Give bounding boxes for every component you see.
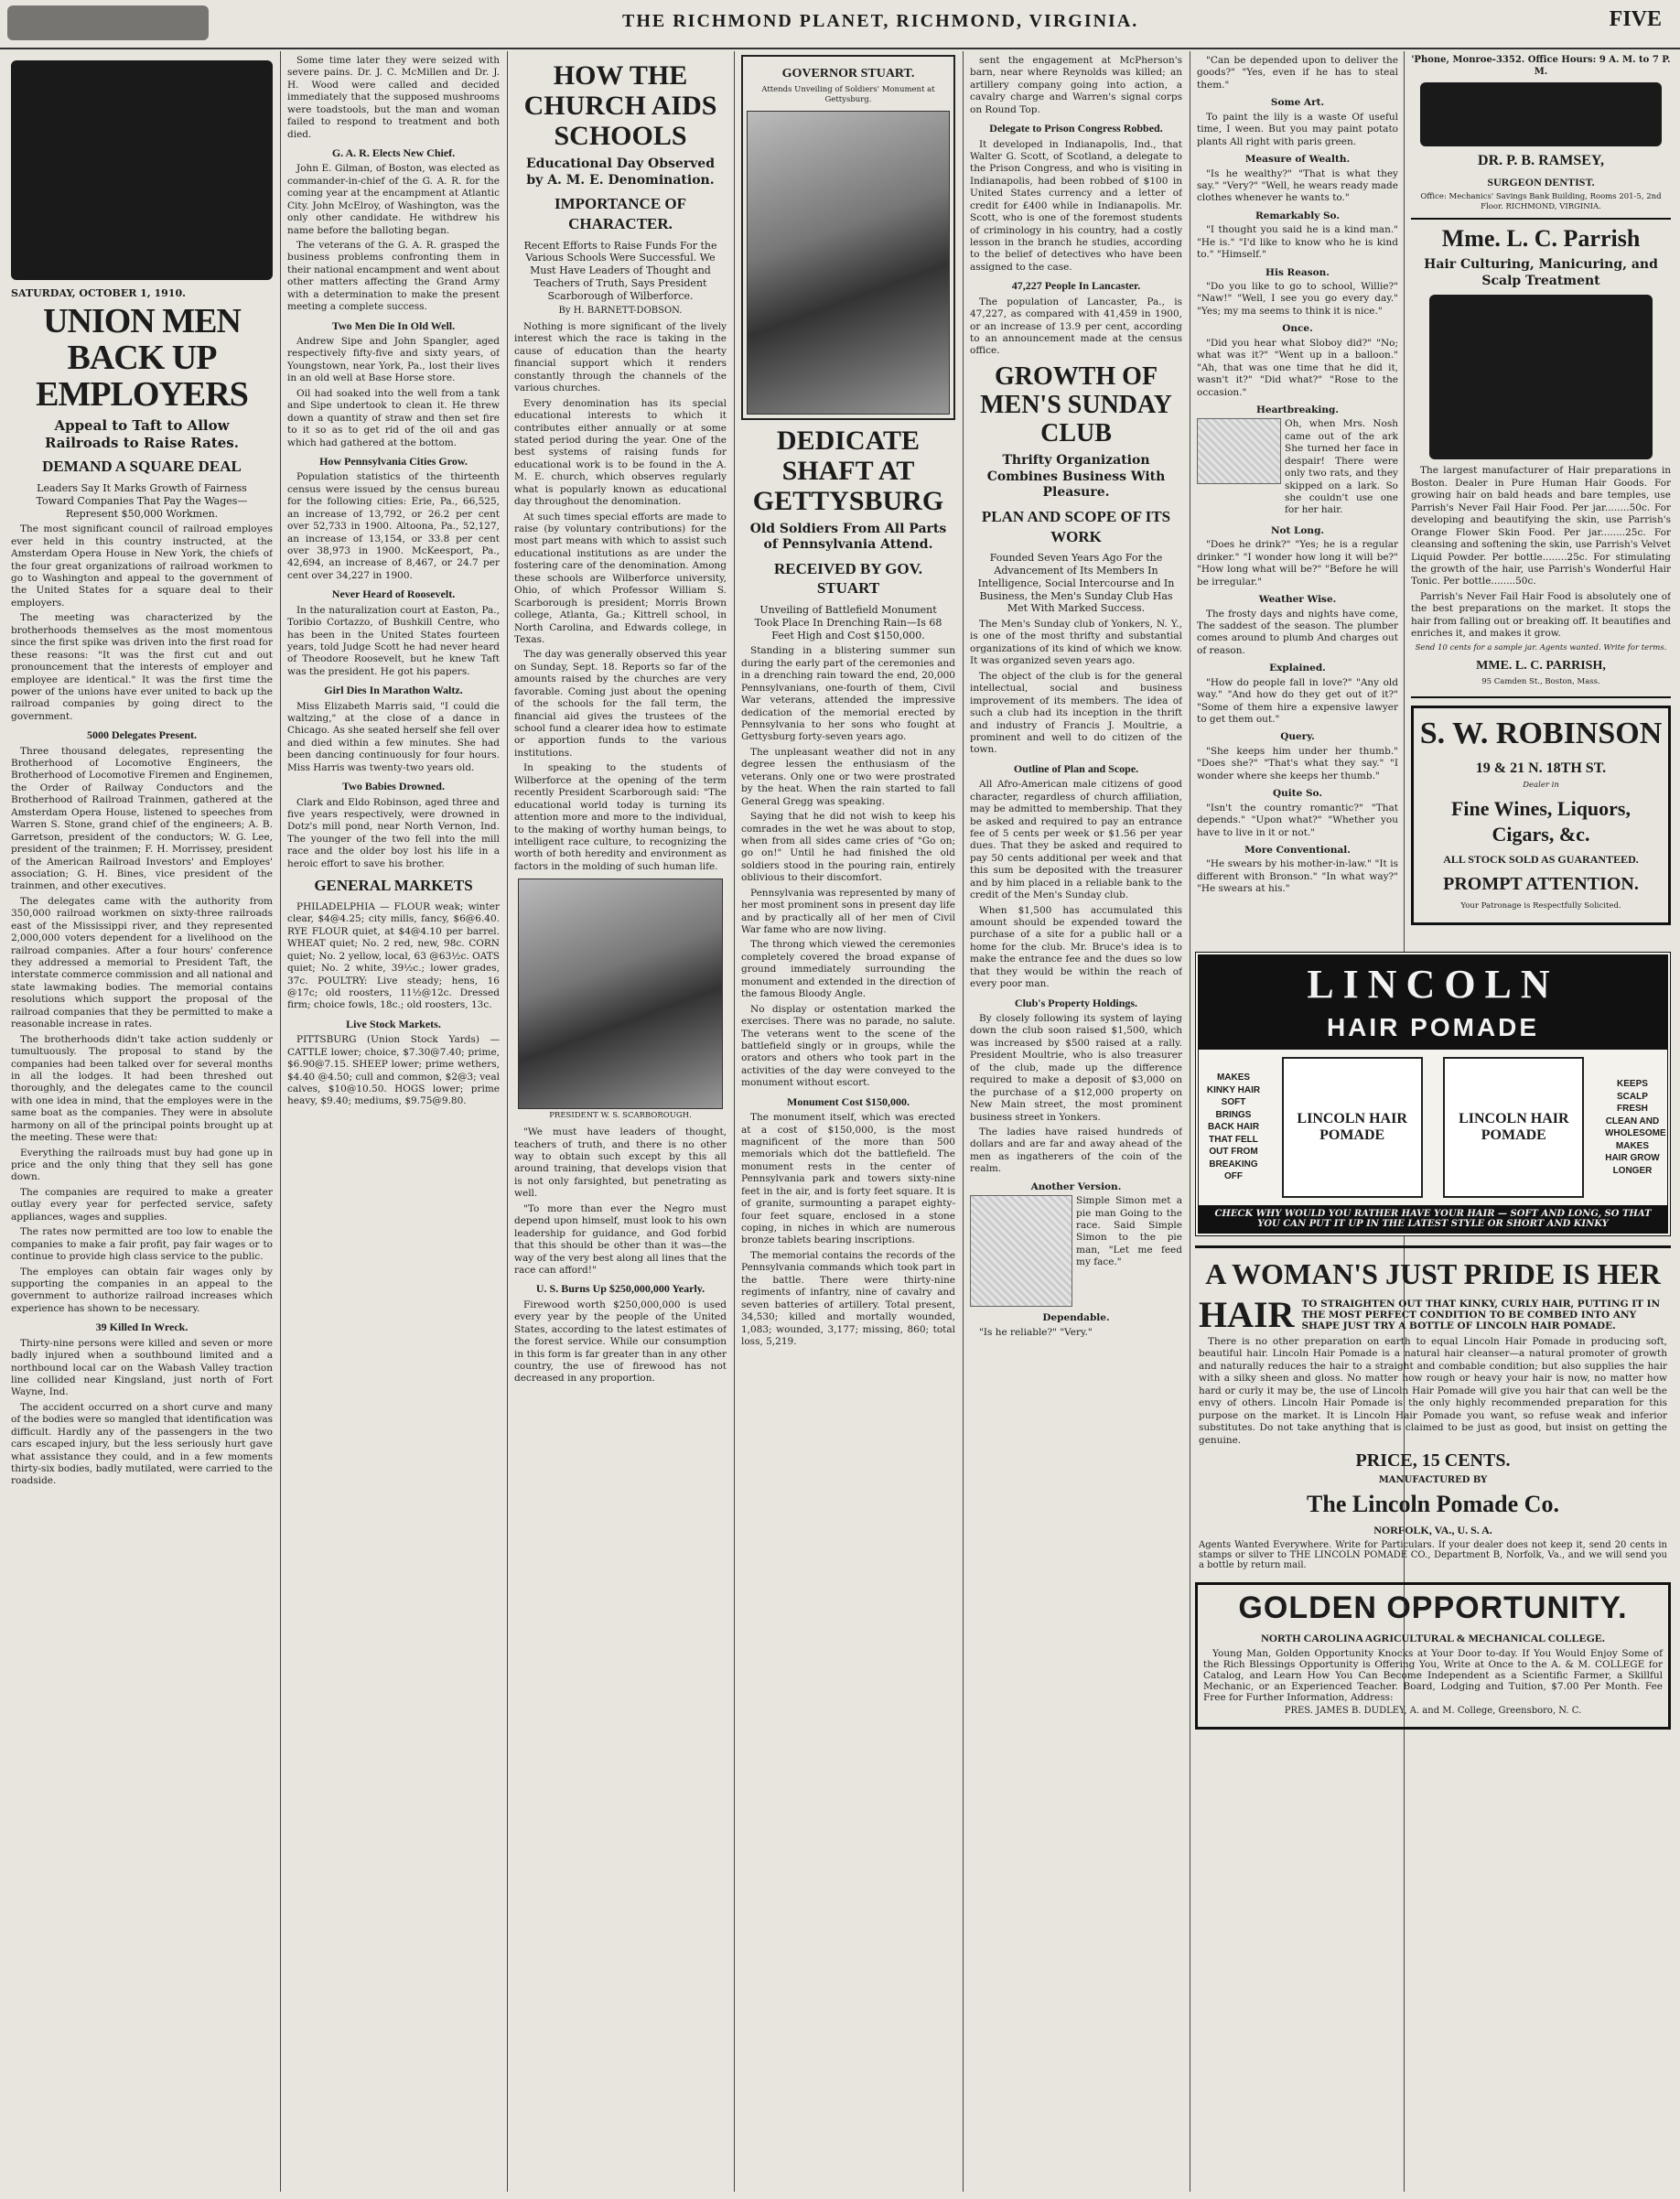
article-paragraph: In the naturalization court at Easton, Pa., Toribio Cortazzo, of Bushkill Centre, who has been in the United States fourteen years, told Judge Scott he had never heard of Theodore Roosevelt, but he knew Taft was the president. He got his papers. (287, 604, 500, 677)
lincoln-pomade-ad (1195, 943, 1671, 1730)
column-rule (280, 51, 281, 2192)
ad-text: There is no other preparation on earth to equal Lincoln Hair Pomade in producing soft, beautiful hair. Lincoln Hair Pomade is a natural hair cleanser—a natural promoter of growth and naturally reduces the hair to a straight and combable condition; but also supplies the hair with a silky sheen and gloss. No matter how rough or heavy your hair is now, no matter how hard or curly it may be, the use of Lincoln Hair Pomade will give you hair that can well be the envy of others. Lincoln Hair Pomade is the only highly recommended preparation for this purpose on the market. It is Lincoln Hair Pomade you want, so refuse weak and inferior substitutes. Do not take anything that is claimed to be just as good, but insist on getting the genuine. (1199, 1336, 1667, 1446)
masthead (0, 0, 1680, 49)
subhead: How Pennsylvania Cities Grow. (319, 454, 468, 468)
robinson-goods: Fine Wines, Liquors, Cigars, &c. (1450, 797, 1631, 846)
robinson-address: 19 & 21 N. 18TH ST. (1475, 760, 1607, 776)
subhead: Two Men Die In Old Well. (331, 318, 456, 332)
ad-text: Parrish's Never Fail Hair Food is absolutely one of the best preparations on the market. It stops the hair from falling out or breaking off. It beautifies and enriches it, and makes it grow. (1411, 590, 1671, 640)
poem-line: Simple Simon met a pie man Going to the race. Said Simple Simon to the pie man, "Let me feed my face." (1076, 1195, 1182, 1268)
lincoln-tagline: CHECK WHY WOULD YOU RATHER HAVE YOUR HAIR — SOFT AND LONG, SO THAT YOU CAN PUT IT UP IN THE LATEST STYLE OR SHORT AND KINKY (1199, 1205, 1667, 1233)
deck: Thrifty Organization Combines Business With Pleasure. (986, 453, 1166, 501)
article-paragraph: sent the engagement at McPherson's barn, near where Reynolds was killed; an artillery company going into action, a cavalry charge and Warren's signal corps on Round Top. (970, 55, 1182, 115)
subhead: 47,227 People In Lancaster. (1011, 279, 1141, 293)
joke-text: "Do you like to go to school, Willie?" "Naw!" "Well, I see you go every day." "Yes; my ma seems to think it is nice." (1197, 281, 1398, 317)
subhead: IMPORTANCE OF CHARACTER. (554, 195, 687, 232)
joke-text: "Can be depended upon to deliver the goods?" "Yes, even if he has to steal them." (1197, 55, 1398, 91)
article-paragraph: Clark and Eldo Robinson, aged three and five years respectively, were drowned in Dotz's mill pond, near North Vernon, Ind. The younger of the two fell into the mill race and the older boy lost his life in a heroic effort to save his brother. (287, 796, 500, 869)
article-paragraph: John E. Gilman, of Boston, was elected as commander-in-chief of the G. A. R. for the coming year at the encampment at Atlantic City. John McElroy, of Washington, was the only other candidate. He withdrew his name before the balloting began. (287, 163, 500, 236)
parrish-name: Mme. L. C. Parrish (1441, 225, 1641, 253)
joke-title: Remarkably So. (1255, 210, 1341, 221)
deck: Leaders Say It Marks Growth of Fairness Toward Companies That Pay the Wages—Represent $50,000 Workmen. (36, 482, 248, 520)
article-paragraph: The day was generally observed this year on Sunday, Sept. 18. Reports so far of the amounts raised by the churches are very favorable. Coming just about the opening of the schools for the fall term, the financial aid gives the trustees of the school fund a clearer idea how to estimate or apportion funds to the various institutions. (514, 649, 727, 759)
golden-opportunity-ad (1195, 1582, 1671, 1730)
subhead: Live Stock Markets. (346, 1017, 441, 1030)
parrish-sub: Hair Culturing, Manicuring, and Scalp Treatment (1424, 257, 1658, 288)
joke-text: "Does he drink?" "Yes; he is a regular drinker." "I wonder how long it will be?" "How long what will be?" "Before he will be irregular." (1197, 539, 1398, 587)
ad-text: Young Man, Golden Opportunity Knocks at Your Door to-day. If You Would Enjoy Some of the Rich Blessings Opportunity is Offering You, Write at Once to the A. & M. COLLEGE for Catalog, and Learn How You Can Become Independent as a Scientific Farmer, a Skillful Mechanic, or an Experienced Teacher. Board, Lodging and Tuition, $7.00 Per Month. Fee Free for Further Information, Address: (1203, 1647, 1663, 1703)
headline-church-schools: HOW THE CHURCH AIDS SCHOOLS (523, 60, 717, 151)
article-paragraph: All Afro-American male citizens of good character, regardless of church affiliation, may be admitted to membership. That they be asked and required to pay an entrance fee of 5 cents per week or $1.56 per year dues. That they be asked and required to pay 50 cents additional per week and that this sum be deposited with the treasurer and by him placed in a reliable bank to the credit of the Men's Sunday club. (970, 779, 1182, 901)
lincoln-right-words: KEEPS SCALP FRESH CLEAN AND WHOLESOME MAKES HAIR GROW LONGER (1604, 1079, 1666, 1176)
column-1 (11, 55, 273, 2190)
college-signature: PRES. JAMES B. DUDLEY, A. and M. College, Greensboro, N. C. (1284, 1705, 1582, 1716)
market-report: PITTSBURG (Union Stock Yards) — CATTLE lower; choice, $7.30@7.40; prime, $6.90@7.15. SHEEP lower; prime wethers, $4.40 @4.50; cull and common, $2@3; veal calves, $10@10.50. HOGS lower; prime heavy, $9.40; mediums, $9.75@9.80. (287, 1034, 500, 1107)
article-paragraph: Standing in a blistering summer sun during the early part of the ceremonies and in a drenching rain toward the end, 20,000 Pennsylvanians, one-fourth of them, Civil War veterans, attended the impressive dedication of the memorial erected by Pennsylvania to her sons who fought at Gettysburg forty-seven years ago. (741, 645, 955, 743)
masthead-title: THE RICHMOND PLANET, RICHMOND, VIRGINIA. (622, 11, 1139, 31)
article-paragraph: The ladies have raised hundreds of dollars and are far and away ahead of the men as ingatherers of the coin of the realm. (970, 1126, 1182, 1175)
joke-title: More Conventional. (1244, 844, 1351, 856)
article-paragraph: Firewood worth $250,000,000 is used every year by the people of the United States, according to the latest estimates of the forest service. While our consumption in this form is far greater than in any other country, the use of firewood has not decreased in any proportion. (514, 1299, 727, 1385)
joke-text: "He swears by his mother-in-law." "It is different with Bronson." "In what way?" "He swears at his." (1197, 858, 1398, 895)
deck: Old Soldiers From All Parts of Pennsylvania Attend. (749, 521, 947, 553)
article-paragraph: The rates now permitted are too low to enable the companies to make a fair profit, pay fair wages or to continue to provide high class service to the public. (11, 1226, 273, 1263)
lincoln-copy (1195, 1245, 1671, 1575)
general-markets-heading: GENERAL MARKETS (314, 877, 473, 895)
joke-title: Weather Wise. (1258, 594, 1337, 606)
article-paragraph: Some time later they were seized with severe pains. Dr. J. C. McMillen and Dr. J. H. Wood were called and decided immediately that the supposed mushrooms were toadstools, but the man and woman failed to respond to treatment and both died. (287, 55, 500, 140)
article-paragraph: The memorial contains the records of the Pennsylvania commands which took part in the battle. There were thirty-nine regiments of infantry, nine of cavalry and seven batteries of artillery. Total present, 34,530; killed and mortally wounded, 1,083; wounded, 3,177; missing, 860; total loss, 5,219. (741, 1249, 955, 1347)
article-paragraph: Population statistics of the thirteenth census were issued by the census bureau for the following cities: Erie, Pa., 66,525, an increase of 13,792, or 26.2 per cent over 52,733 in 1900. Altoona, Pa., 52,127, an increase of 13,154, or 33.8 per cent over 38,973 in 1900. McKeesport, Pa., 42,694, an increase of 8,467, or 24.7 per cent over 34,227 in 1900. (287, 471, 500, 581)
column-6 (1197, 55, 1398, 933)
joke-text: "Is he wealthy?" "That is what they say." "Very?" "Well, he wears ready made clothes whenever he wants to." (1197, 167, 1398, 204)
joke-title: His Reason. (1265, 266, 1330, 278)
article-paragraph: By closely following its system of laying down the club soon raised $1,500, which was increased by $500 raised at a rally. President Moultrie, who is also treasurer of the club, made up the difference required to make a deposit of $3,000 on the purchase of a $12,000 property on New Main street, the most prominent business street in Yonkers. (970, 1013, 1182, 1123)
article-paragraph: Every denomination has its special educational interests to which it contributes either annually or at some stated period during the year. One of the best systems of raising funds for educational work is to be found in the A. M. E. church, which observes regularly what is popularly known as educational day throughout the denomination. (514, 397, 727, 508)
joke-title: Measure of Wealth. (1244, 154, 1351, 166)
company-city: NORFOLK, VA., U. S. A. (1373, 1523, 1492, 1536)
joke-text: "Did you hear what Sloboy did?" "No; what was it?" "Went up in a balloon." "Ah, that was one time that he did it, wasn't it?" "Did what?" "Rose to the occasion." (1197, 337, 1398, 398)
headline-sunday-club: GROWTH OF MEN'S SUNDAY CLUB (980, 361, 1172, 447)
article-paragraph: The Men's Sunday club of Yonkers, N. Y., is one of the most thrifty and substantial organizations of its kind of which we know. It was organized seven years ago. (970, 619, 1182, 667)
ad-footer: Send 10 cents for a sample jar. Agents wanted. Write for terms. (1415, 642, 1667, 652)
headline-gettysburg: DEDICATE SHAFT AT GETTYSBURG (752, 425, 944, 516)
ink-blot (11, 60, 273, 280)
kicker-sub: Attends Unveiling of Soldiers' Monument at Gettysburg. (761, 84, 935, 104)
article-paragraph: "To more than ever the Negro must depend upon himself, must look to his own leadership for guidance, and God forbid that this should be other than it was—the way of the very best along all lines that the race can afford!" (514, 1202, 727, 1276)
article-paragraph: Oil had soaked into the well from a tank and Sipe undertook to clean it. He threw down a quantity of straw and then set fire to it so as to get rid of the oil and gas which had gathered at the bottom. (287, 387, 500, 448)
deck: Unveiling of Battlefield Monument Took Place In Drenching Rain—Is 68 Feet High and Cost $150,000. (754, 604, 942, 641)
subhead: 39 Killed In Wreck. (95, 1320, 188, 1334)
portrait-photo (747, 111, 950, 415)
cartoon-illustration (1197, 418, 1281, 484)
article-paragraph: At such times special efforts are made to raise (by voluntary contributions) for the most part means with which to assist such educational institutions as are under the fostering care of the denomination. Among these schools are Wilberforce university, Ohio, of which Professor William S. Scarborough is president; Morris Brown college, Atlanta, Ga.; Kittrell school, in North Carolina, and Edwards college, in Texas. (514, 511, 727, 645)
parrish-address: 95 Camden St., Boston, Mass. (1481, 677, 1600, 687)
article-paragraph: Miss Elizabeth Marris said, "I could die waltzing," at the close of a dance in Chicago. As she seated herself she fell over and died within a few minutes. She had been dancing continuously for four hours. Miss Harris was twenty-two years old. (287, 700, 500, 773)
article-paragraph: Thirty-nine persons were killed and seven or more badly injured when a southbound limited and a northbound local car on the Wabash Valley traction line collided near Kingsland, just north of Fort Wayne, Ind. (11, 1337, 273, 1398)
subhead: Never Heard of Roosevelt. (331, 587, 456, 601)
subhead: DEMAND A SQUARE DEAL (42, 458, 242, 476)
deck: Founded Seven Years Ago For the Advancement of Its Members In Intelligence, Social Intercourse and In Business, the Men's Sunday Club Has Met With Marked Success. (977, 552, 1175, 615)
pomade-jar-image: LINCOLN HAIR POMADE (1443, 1057, 1584, 1198)
subhead: 5000 Delegates Present. (86, 728, 198, 742)
price: PRICE, 15 CENTS. (1355, 1450, 1511, 1471)
article-paragraph: The monument itself, which was erected at a cost of $150,000, is the most magnificent of the more than 500 memorials which dot the battlefield. The monument rests in the center of Pennsylvania park and towers sixty-nine feet in the air, and is forty feet square. It is of granite, surmounting a parapet eighty-four feet square, enclosed in a stone coping, in niches in which are numerous bronze tablets bearing inscriptions. (741, 1112, 955, 1246)
article-paragraph: The meeting was characterized by the brotherhoods themselves as the most momentous since the first spike was driven into the first road for these reasons: "It was the first cut and out pronouncement that the interests of employer and employee are identical." It was the first time the power of the unions have ever united to back up the railroad companies by going direct to the government. (11, 612, 273, 722)
subhead: Two Babies Drowned. (342, 780, 445, 793)
article-paragraph: The brotherhoods didn't take action suddenly or tumultuously. The proposal to stand by the companies had been talked over for several months in all the lodges. It had been threshed out thoroughly, and the delegates came to the council with one idea in mind, that the employes were in the same boat as the companies. They were in absolute harmony on all of the principal points brought up at the meeting. These were that: (11, 1033, 273, 1144)
article-paragraph: The object of the club is for the general intellectual, social and business improvement of its members. The idea of such a club had its inception in the thrift and industry of Francis J. Moultrie, a prominent and well to do citizen of the town. (970, 670, 1182, 756)
joke-title: Heartbreaking. (1255, 404, 1340, 415)
joke-title: Some Art. (1270, 97, 1325, 109)
poem-block (1197, 418, 1398, 520)
portrait-photo (1429, 295, 1653, 459)
deck: Recent Efforts to Raise Funds For the Various Schools Were Successful. We Must Have Leaders of Thought and Teachers of Truth, Says President Scarborough of Wilberforce. (523, 239, 717, 302)
joke-text: "Isn't the country romantic?" "That depends." "Upon what?" "Whether you have to live in it or not." (1197, 802, 1398, 838)
governor-box (741, 55, 955, 420)
parrish-signature: MME. L. C. PARRISH, (1476, 659, 1606, 674)
article-paragraph: Everything the railroads must buy had gone up in price and the only thing that they sell has gone down. (11, 1147, 273, 1183)
dentist-address: Office: Mechanics' Savings Bank Building, Rooms 201-5, 2nd Floor. RICHMOND, VIRGINIA. (1420, 192, 1662, 212)
poem-text (1076, 1195, 1182, 1307)
robinson-ad (1411, 706, 1671, 925)
poem-title: Another Version. (1030, 1180, 1122, 1192)
portrait-photo (518, 879, 723, 1109)
article-paragraph: The companies are required to make a greater outlay every year for perfected service, safety appliances, wages and supplies. (11, 1186, 273, 1223)
article-paragraph: The employes can obtain fair wages only by supporting the companies in an appeal to the government to authorize railroad increases which experience has shown to be necessary. (11, 1266, 273, 1314)
lincoln-banner-box (1195, 952, 1671, 1236)
subhead: G. A. R. Elects New Chief. (331, 146, 456, 160)
subhead: RECEIVED BY GOV. STUART (773, 559, 922, 598)
issue-date: SATURDAY, OCTOBER 1, 1910. (11, 287, 186, 299)
parrish-ad (1411, 218, 1671, 698)
pride-headline: A WOMAN'S JUST PRIDE IS HER (1205, 1257, 1661, 1290)
college-name: NORTH CAROLINA AGRICULTURAL & MECHANICAL COLLEGE. (1261, 1631, 1605, 1644)
article-paragraph: The most significant council of railroad employes ever held in this country instructed, at the Amsterdam Opera House in New York, the chiefs of the four great organizations of railroad workmen to go to Washington and appeal to the government of the United States for a square deal to their employers. (11, 523, 273, 609)
joke-title: Explained. (1269, 663, 1326, 674)
deck: Educational Day Observed by A. M. E. Denomination. (525, 156, 715, 188)
dentist-phone: 'Phone, Monroe-3352. Office Hours: 9 A. M. to 7 P. M. (1411, 55, 1671, 77)
dentist-name: DR. P. B. RAMSEY, (1478, 152, 1604, 168)
column-rule (734, 51, 735, 2192)
article-paragraph: Nothing is more significant of the lively interest which the race is taking in the cause of education than the hearty financial support which it renders constantly through the channels of the various churches. (514, 321, 727, 394)
joke-title: Not Long. (1270, 524, 1325, 536)
column-2 (287, 55, 500, 2190)
manufactured-by: MANUFACTURED BY (1378, 1474, 1488, 1485)
joke-title: Once. (1282, 323, 1313, 335)
subhead: Outline of Plan and Scope. (1013, 761, 1139, 775)
lincoln-subtitle: HAIR POMADE (1199, 1013, 1667, 1050)
article-paragraph: It developed in Indianapolis, Ind., that Walter G. Scott, of Scotland, a delegate to the Prison Congress, and who is visiting in Indianapolis, had been robbed of $100 in United States currency and a letter of credit for £400 while in Indianapolis. Mr. Scott, who is one of the foremost students of criminology in his country, had a costly lesson in the branch he studies, according to the belief of detectives who have been assigned to the case. (970, 138, 1182, 273)
robinson-dealer: Dealer in (1523, 781, 1559, 791)
robinson-guarantee: ALL STOCK SOLD AS GUARANTEED. (1443, 853, 1639, 867)
article-paragraph: "We must have leaders of thought, teachers of truth, and there is no other way to obtain such except by this all around training, that develops vision that is not only farsighted, but penetrating as well. (514, 1126, 727, 1200)
robinson-name: S. W. ROBINSON (1419, 717, 1663, 751)
ad-text: Agents Wanted Everywhere. Write for Particulars. If your dealer does not keep it, send 20 cents in stamps or silver to THE LINCOLN POMADE CO., Department B, Norfolk, Va., and we will send you a bottle by return mail. (1199, 1539, 1667, 1570)
joke-title: Quite So. (1272, 788, 1322, 800)
column-rule (963, 51, 964, 2192)
headline-union-men: UNION MEN BACK UP EMPLOYERS (36, 302, 248, 414)
subhead: Club's Property Holdings. (1014, 996, 1138, 1009)
dentist-title: SURGEON DENTIST. (1487, 176, 1595, 189)
lincoln-title: LINCOLN (1199, 955, 1667, 1013)
pomade-jar-image: LINCOLN HAIR POMADE (1282, 1057, 1423, 1198)
column-5 (970, 55, 1182, 2190)
article-paragraph: No display or ostentation marked the exercises. There was no parade, no salute. The veterans went to the scene of the battlefield singly or in groups, while the orators and others who took part in the activities of the day were conveyed to the monument without escort. (741, 1003, 955, 1089)
subhead: Monument Cost $150,000. (787, 1094, 910, 1108)
robinson-patronage: Your Patronage is Respectfully Solicited. (1460, 901, 1621, 911)
column-7 (1411, 55, 1671, 933)
golden-title: GOLDEN OPPORTUNITY. (1238, 1590, 1628, 1625)
lincoln-product-row (1199, 1050, 1667, 1205)
page-number: FIVE (1609, 7, 1662, 31)
article-paragraph: The unpleasant weather did not in any degree lessen the enthusiasm of the veterans. Only one or two were prostrated by the heat. When the rain started to fall General Gregg was speaking. (741, 746, 955, 807)
article-paragraph: The accident occurred on a short curve and many of the bodies were so mangled that identification was difficult. Hardly any of the passengers in the two cars escaped injury, but the less seriously hurt gave what assistance they could, and in a few moments thirty-six bodies, badly mutilated, were carried to the roadside. (11, 1401, 273, 1487)
subhead: U. S. Burns Up $250,000,000 Yearly. (535, 1282, 705, 1296)
article-paragraph: Andrew Sipe and John Spangler, aged respectively fifty-five and sixty years, of Youngstown, near York, Pa., lost their lives in an old well at Base Horse store. (287, 336, 500, 384)
subhead: Girl Dies In Marathon Waltz. (324, 684, 463, 697)
article-paragraph: The veterans of the G. A. R. grasped the business problems confronting them in their national encampment and went about other matters affecting the Grand Army with a determination to make the present meeting a complete success. (287, 240, 500, 313)
joke-title: Query. (1280, 731, 1315, 743)
company-name: The Lincoln Pomade Co. (1307, 1490, 1559, 1517)
deck: Appeal to Taft to Allow Railroads to Raise Rates. (45, 416, 239, 451)
photo-caption: PRESIDENT W. S. SCARBOROUGH. (549, 1111, 692, 1121)
article-paragraph: The delegates came with the authority from 350,000 railroad workmen on sixty-three railroads east of the Mississippi river, and they represented 2,000,000 voters dependent for a livelihood on the railroad companies. After a four hours' conference they addressed a memorial to President Taft, the interstate commerce commission and all national and state lawmaking bodies. The memorial contains resolutions which support the proposal of the railroad companies that they be permitted to make a reasonable increase in rates. (11, 895, 273, 1030)
article-paragraph: Three thousand delegates, representing the Brotherhood of Locomotive Engineers, the Brotherhood of Locomotive Firemen and Enginemen, the Order of Railway Conductors and the Brotherhood of Railroad Trainmen, gathered at the Amsterdam Opera House, listened to speeches from Warren S. Stone, grand chief of the engineers; A. B. Garretson, president of the conductors; W. G. Lee, president of the trainmen; F. H. Morrissey, president of the American Railroad Investors' and Employes' association; G. H. Bines, vice president of the trainmen, and other executives. (11, 745, 273, 892)
article-paragraph: In speaking to the students of Wilberforce at the opening of the term recently President Scarborough said: "The educational world today is turning its attention more and more to the individual, to the making of worthy human beings, to intelligent race culture, to recognizing the worth of both heredity and environment as factors in the molding of such human life. (514, 762, 727, 872)
article-paragraph: When $1,500 has accumulated this amount should be expended toward the purchase of a site for a public hall or a home for the club. Mr. Bruce's idea is to make the entrance fee and the dues so low that they would be within the reach of every poor man. (970, 904, 1182, 990)
poem-block (970, 1195, 1182, 1307)
lincoln-left-words: MAKES KINKY HAIR SOFT BRINGS BACK HAIR THAT FELL OUT FROM BREAKING OFF (1206, 1073, 1261, 1182)
joke-text: The frosty days and nights have come, The saddest of the season. The plumber comes around to plumb And charges out of reason. (1197, 608, 1398, 656)
article-paragraph: The throng which viewed the ceremonies completely covered the broad expanse of ground immediately surrounding the monument and extended in the direction of the famous Bloody Angle. (741, 939, 955, 1000)
joke-text: "She keeps him under her thumb." "Does she?" "That's what they say." "I wonder where she keeps her thumb." (1197, 745, 1398, 782)
joke-text: "Is he reliable?" "Very." (979, 1326, 1093, 1338)
subhead: Delegate to Prison Congress Robbed. (989, 122, 1163, 135)
column-rule (507, 51, 508, 2192)
poem-title: Dependable. (1042, 1312, 1110, 1324)
article-paragraph: Saying that he did not wish to keep his comrades in the wet he was about to stop, when from all sides came cries of "Go on; go on!" Until he had finished the old soldiers stood in the pouring rain, entirely oblivious to their discomfort. (741, 811, 955, 884)
kicker: GOVERNOR STUART. (781, 67, 915, 81)
robinson-prompt: PROMPT ATTENTION. (1443, 873, 1639, 894)
article-paragraph: Pennsylvania was represented by many of her most prominent sons in present day life and by practically all of her men of Civil War fame who are now living. (741, 887, 955, 936)
joke-text: "How do people fall in love?" "Any old way." "And how do they get out of it?" "Some of them hire a expensive lawyer to get them out." (1197, 676, 1398, 725)
cartoon-illustration (970, 1195, 1072, 1307)
subhead: PLAN AND SCOPE OF ITS WORK (981, 507, 1171, 545)
column-4 (741, 55, 955, 2190)
market-report: PHILADELPHIA — FLOUR weak; winter clear, $4@4.25; city mills, fancy, $6@6.40. RYE FLOUR quiet, at $4@4.10 per barrel. WHEAT quiet; No. 2 red, new, 98c. CORN quiet; No. 2 yellow, local, 63 @63½c. OATS quiet; No. 2 white, 39½c.; lower grades, 37c. POULTRY: Live steady; hens, 16 @17c; old roosters, 11½@12c. Dressed firm; choice fowls, 18c.; old roosters, 13c. (287, 900, 500, 1011)
ad-text: The largest manufacturer of Hair preparations in Boston. Dealer in Pure Human Hair Goods. For growing hair on bald heads and bare temples, use Parrish's Never Fail Hair Food. Per jar........50c. For developing and beautifying the skin, use Parrish's Orange Flower Skin Food. Per jar........25c. For cleansing and softening the skin, use Parrish's Velvet Liquid Powder. Per bottle........25c. For stimulating the growth of the hair, use Parrish's Wonderful Hair Tonic. Per bottle........50c. (1411, 465, 1671, 587)
joke-text: Oh, when Mrs. Nosh came out of the ark She turned her face in despair! There were only two rats, and they skipped on a lark. So she couldn't use one for her hair. (1285, 418, 1398, 516)
article-paragraph: The population of Lancaster, Pa., is 47,227, as compared with 41,459 in 1900, or an increase of 13.9 per cent, according to an announcement made at the census office. (970, 296, 1182, 357)
joke-text: "I thought you said he is a kind man." "He is." "I'd like to know who he is kind to." "Himself." (1197, 224, 1398, 261)
byline: By H. BARNETT-DOBSON. (558, 306, 683, 317)
pride-sub: TO STRAIGHTEN OUT THAT KINKY, CURLY HAIR, PUTTING IT IN THE MOST PERFECT CONDITION TO BE COMBED INTO ANY SHAPE JUST TRY A BOTTLE OF LINCOLN HAIR POMADE. (1301, 1298, 1661, 1331)
joke-text: To paint the lily is a waste Of useful time, I ween. But you may paint potato plants All right with paris green. (1197, 111, 1398, 147)
column-3 (514, 55, 727, 2190)
pride-row (1199, 1293, 1667, 1336)
ink-blot (7, 5, 209, 40)
ink-blot (1420, 82, 1662, 146)
pride-hair: HAIR (1199, 1294, 1295, 1335)
